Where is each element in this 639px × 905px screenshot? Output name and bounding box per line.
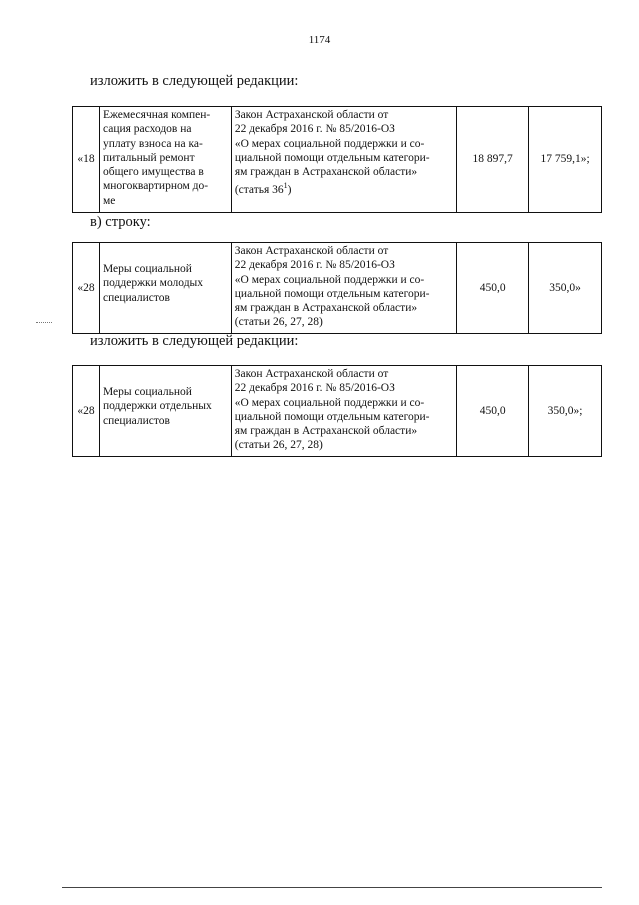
row-value-2: 17 759,1»; [529,107,602,213]
row-legal-basis: Закон Астраханской области от 22 декабря 2016 г. № 85/2016-ОЗ «О мерах социальной поддержки и со- циальной помощи отдельным категори- ям граждан в Астраханской области» (статьи 26, 27, 28) [231,366,456,457]
table-row-28-new [72,365,602,457]
row-value-2: 350,0»; [529,366,602,457]
table-row-28-old [72,242,602,334]
row-value-1: 450,0 [457,243,529,334]
row-value-1: 18 897,7 [457,107,529,213]
row-value-2: 350,0» [529,243,602,334]
page-bottom-rule [62,887,602,888]
scan-artifact [36,322,52,323]
paragraph-row-caption: в) строку: [90,214,151,230]
row-value-1: 450,0 [457,366,529,457]
row-number: «18 [73,107,100,213]
table-row-18 [72,106,602,213]
paragraph-intro-1: изложить в следующей редакции: [90,73,299,89]
row-description: Ежемесячная компен- сация расходов на уплату взноса на ка- питальный ремонт общего имущества в многоквартирном до- ме [99,107,231,213]
row-description: Меры социальной поддержки отдельных специалистов [99,366,231,457]
row-legal-basis: Закон Астраханской области от 22 декабря 2016 г. № 85/2016-ОЗ «О мерах социальной поддержки и со- циальной помощи отдельным категори- ям граждан в Астраханской области» (статья $36^1$) [231,107,456,213]
row-number: «28 [73,366,100,457]
paragraph-intro-2: изложить в следующей редакции: [90,333,299,349]
row-legal-basis: Закон Астраханской области от 22 декабря 2016 г. № 85/2016-ОЗ «О мерах социальной поддержки и со- циальной помощи отдельным категори- ям граждан в Астраханской области» (статьи 26, 27, 28) [231,243,456,334]
row-description: Меры социальной поддержки молодых специалистов [99,243,231,334]
row-number: «28 [73,243,100,334]
page-number: 1174 [308,34,331,46]
